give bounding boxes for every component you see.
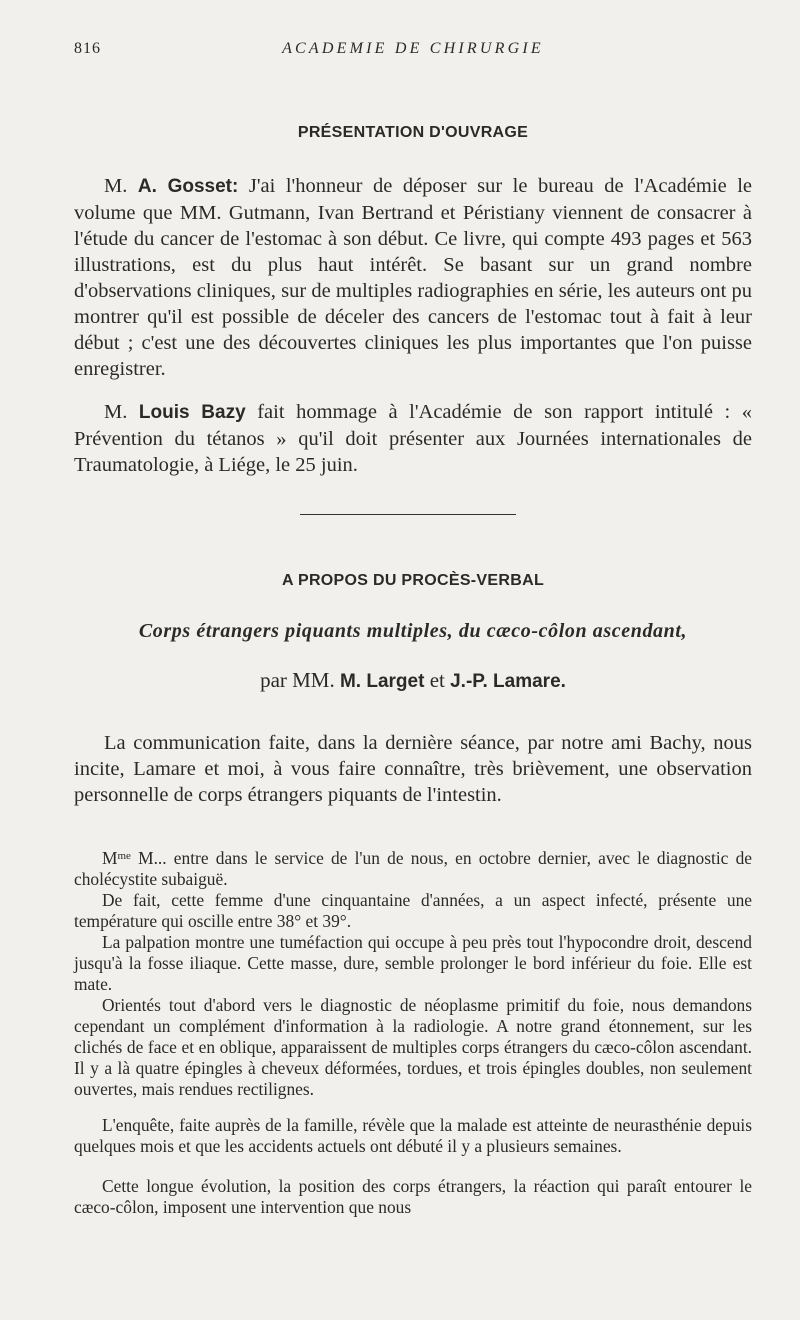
paragraph-text: fait hommage à l'Académie de son rapport intitulé : « Prévention du tétanos » qu'il doit présenter aux Journées internationales de Traumatologie, à Liége, le 25 juin.: [74, 401, 752, 476]
speaker-prefix: M.: [104, 175, 128, 197]
obs-paragraph-5: L'enquête, faite auprès de la famille, révèle que la malade est atteinte de neurasthénie depuis quelques mois et que les accidents actuels ont débuté il y a plusieurs semaines.: [74, 1115, 752, 1156]
obs-paragraph-6: Cette longue évolution, la position des corps étrangers, la réaction qui paraît entourer le cæco-côlon, imposent une intervention que nous: [74, 1176, 752, 1217]
paragraph-intro: La communication faite, dans la dernière séance, par notre ami Bachy, nous incite, Lamare et moi, à vous faire connaître, très brièvement, une observation personnelle de corps étrangers piquants de l'intestin.: [74, 732, 752, 806]
mme-abbrev: M: [102, 848, 118, 868]
obs-text: M... entre dans le service de l'un de nous, en octobre dernier, avec le diagnostic de cholécystite subaiguë.: [74, 848, 752, 889]
paragraph-gosset: [74, 173, 752, 382]
speaker-prefix: M.: [104, 401, 128, 423]
speaker-name: A. Gosset:: [137, 176, 239, 197]
byline-conj: et: [429, 668, 445, 692]
section-heading-proces-verbal: A PROPOS DU PROCÈS-VERBAL: [281, 572, 545, 589]
author-lamare: J.-P. Lamare.: [450, 671, 566, 692]
section-divider: [300, 514, 516, 515]
journal-title: ACADEMIE DE CHIRURGIE: [282, 40, 544, 57]
author-larget: M. Larget: [339, 671, 425, 692]
obs-paragraph-3: La palpation montre une tuméfaction qui occupe à peu près tout l'hypocondre droit, descend jusqu'à la fosse iliaque. Cette masse, dure, semble prolonger le bord inférieur du foie. Elle est mate.: [74, 932, 752, 994]
article-title: Corps étrangers piquants multiples, du cæco-côlon ascendant,: [138, 620, 688, 642]
paragraph-text: J'ai l'honneur de déposer sur le bureau de l'Académie le volume que MM. Gutmann, Ivan Bertrand et Péristiany viennent de consacrer à l'étude du cancer de l'estomac à son début. Ce livre, qui compte 493 pages et 563 illustrations, est du plus haut intérêt. Se basant sur un grand nombre d'observations cliniques, sur de multiples radiographies en série, les auteurs ont pu montrer qu'il est possible de déceler des cancers de l'estomac tout à fait à leur début ; c'est une des découvertes cliniques les plus importantes que l'on puisse enregistrer.: [74, 175, 752, 380]
section-heading-presentation: PRÉSENTATION D'OUVRAGE: [297, 124, 529, 141]
obs-paragraph-4: Orientés tout d'abord vers le diagnostic de néoplasme primitif du foie, nous demandons cependant un complément d'information à la radiologie. A notre grand étonnement, sur les clichés de face et en oblique, apparaissent de multiples corps étrangers du cæco-côlon ascendant. Il y a là quatre épingles à cheveux déformées, tordues, et trois épingles doubles, non seulement ouvertes, mais rendues rectilignes.: [74, 995, 752, 1099]
byline: [74, 668, 752, 693]
mme-superscript: me: [117, 850, 131, 862]
paragraph-bazy: [74, 399, 752, 478]
byline-prefix: par MM.: [260, 668, 335, 692]
running-head: [74, 40, 752, 64]
obs-paragraph-2: De fait, cette femme d'une cinquantaine d'années, a un aspect infecté, présente une température qui oscille entre 38° et 39°.: [74, 890, 752, 931]
page-number: 816: [74, 40, 101, 57]
obs-paragraph-1: [74, 848, 752, 890]
speaker-name: Louis Bazy: [138, 402, 246, 423]
